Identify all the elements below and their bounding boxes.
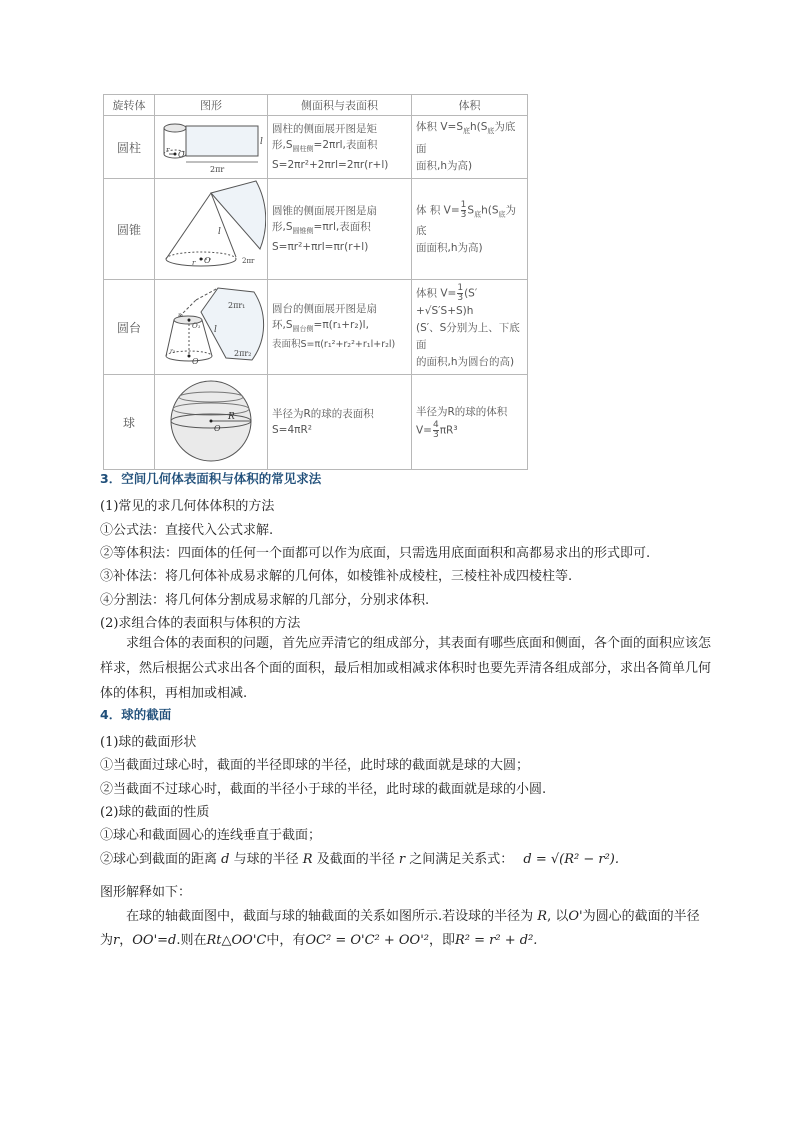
- table-row-sphere: [104, 375, 528, 470]
- frustum-figure: [155, 280, 268, 375]
- header-figure: 图形: [155, 95, 268, 116]
- fig-label-r2: r₂: [170, 348, 176, 355]
- frustum-volume: [412, 280, 528, 375]
- cone-area: [268, 179, 412, 280]
- area-line: 形$,S_{圆锥侧}=\pi rl$,表面积: [272, 220, 371, 236]
- solid-name: 圆柱: [104, 116, 155, 179]
- section4-explain: 图形解释如下：: [100, 885, 192, 900]
- fig-label-o: O: [214, 424, 221, 433]
- sphere-figure: [155, 375, 268, 470]
- cone-figure: [155, 179, 268, 280]
- section4-para-line1: 在球的轴截面图中，截面与球的轴截面的关系如图所示.若设球的半径为 R, 以O'为圆心的截面的半径: [126, 909, 700, 924]
- cylinder-area: [268, 116, 412, 179]
- fig-label-r: r: [192, 259, 196, 267]
- volume-line: 半径为R的球的体积: [416, 406, 508, 418]
- area-line: 表面积S=π(r₁²+r₂²+r₁l+r₂l): [272, 339, 396, 351]
- section4-item: ②当截面不过球心时，截面的半径小于球的半径，此时球的截面就是球的小圆.: [100, 782, 547, 797]
- area-line: S=2πr²+2πrl=2πr(r+l): [272, 159, 389, 172]
- fig-label-l: l: [218, 227, 221, 237]
- solid-name: 圆锥: [104, 179, 155, 280]
- volume-line: 体积 $V=S_底h(S_底$为底面: [416, 121, 516, 155]
- pythagoras-formula: OC² = O'C² + OO'²: [305, 933, 429, 948]
- section4-para-line2: 为r，OO'=d.则在Rt△OO'C中，有OC² = O'C² + OO'²，即R² = r² + d².: [100, 933, 538, 948]
- volume-line: (S′、S分别为上、下底面: [416, 321, 520, 351]
- fig-label-o1: O₁: [192, 322, 201, 330]
- fig-label-o: O: [192, 357, 199, 366]
- area-line: S=πr²+πrl=πr(r+l): [272, 241, 369, 254]
- frustum-diagram: [156, 280, 266, 370]
- table-header-row: [104, 95, 528, 116]
- sphere-diagram: [156, 375, 266, 465]
- section4-title: 4．球的截面: [100, 707, 172, 722]
- cone-volume: [412, 179, 528, 280]
- area-line: 圆锥的侧面展开图是扇: [272, 204, 377, 217]
- fig-label-r1: r₁: [178, 312, 184, 319]
- area-line: 圆台的侧面展开图是扇: [272, 302, 377, 315]
- fig-label-circ2: 2πr₂: [234, 349, 252, 358]
- volume-line: 面积,h为高): [416, 159, 473, 172]
- fig-label-o: O: [204, 256, 211, 265]
- sphere-volume: [412, 375, 528, 470]
- fig-label-circ: 2πr: [210, 165, 225, 174]
- section4-item-formula: ②球心到截面的距离 d 与球的半径 R 及截面的半径 r 之间满足关系式： d = √(R² − r²).: [100, 852, 620, 867]
- cylinder-figure: [155, 116, 268, 179]
- section3-paragraph: 求组合体的表面积的问题，首先应弄清它的组成部分，其表面有哪些底面和侧面，各个面的面积应该怎样求，然后根据公式求出各个面的面积，最后相加或相减求体积时也要先弄清各组成部分，求出各简单几何体的体积，再相加或相减.: [100, 636, 712, 701]
- solid-name: 圆台: [104, 280, 155, 375]
- volume-line: 体 积 V= $\frac{1}{3}$ $S_底h(S_底$为 底: [416, 199, 516, 238]
- section3-sub1: (1)常见的求几何体体积的方法: [100, 499, 275, 514]
- table-row-frustum: [104, 280, 528, 375]
- fig-label-circ1: 2πr₁: [228, 301, 246, 310]
- distance-formula: d = √(R² − r²).: [523, 852, 620, 867]
- section4-item: ①球心和截面圆心的连线垂直于截面；: [100, 828, 322, 843]
- area-line: 形$,S_{圆柱侧}=2\pi rl$,表面积: [272, 138, 378, 154]
- header-area: 侧面积与表面积: [268, 95, 412, 116]
- radius-formula: R² = r² + d².: [455, 933, 538, 948]
- area-line: S=4πR²: [272, 424, 312, 436]
- area-line: 环$,S_{圆台侧}=\pi(r_1+r_2)l$,: [272, 318, 369, 334]
- volume-line: 体积 V= $\frac{1}{3}$ (S′+√S′S+S)h: [416, 282, 478, 317]
- volume-line: V= $\frac{4}{3}$ πR³: [416, 420, 458, 440]
- fig-label-r: r: [166, 146, 170, 154]
- section4-item: ①当截面过球心时，截面的半径即球的半径，此时球的截面就是球的大圆；: [100, 758, 530, 773]
- area-line: 圆柱的侧面展开图是矩: [272, 122, 377, 135]
- section3-title: 3．空间几何体表面积与体积的常见求法: [100, 471, 322, 486]
- table-row-cone: [104, 179, 528, 280]
- section3-item: ④分割法：将几何体分割成易求解的几部分，分别求体积.: [100, 593, 430, 608]
- fig-label-circ: 2πr: [242, 257, 255, 265]
- section3-item: ③补体法：将几何体补成易求解的几何体，如棱锥补成棱柱，三棱柱补成四棱柱等.: [100, 569, 573, 584]
- fig-label-l: l: [260, 137, 263, 147]
- table-row-cylinder: [104, 116, 528, 179]
- section4-sub2: (2)球的截面的性质: [100, 805, 210, 820]
- cylinder-volume: [412, 116, 528, 179]
- volume-line: 面面积,h为高): [416, 242, 483, 255]
- formula-table: [103, 94, 528, 470]
- fig-label-r: R: [228, 412, 235, 422]
- fig-label-l: l: [214, 325, 217, 335]
- header-solid: 旋转体: [104, 95, 155, 116]
- header-volume: 体积: [412, 95, 528, 116]
- section3-item: ①公式法：直接代入公式求解.: [100, 523, 274, 538]
- solid-name: 球: [104, 375, 155, 470]
- section4-sub1: (1)球的截面形状: [100, 735, 197, 750]
- area-line: 半径为R的球的表面积: [272, 408, 374, 420]
- volume-line: 的面积,h为圆台的高): [416, 355, 515, 368]
- fig-label-o: O: [178, 150, 185, 159]
- cone-diagram: [156, 179, 266, 275]
- cylinder-diagram: [156, 116, 266, 174]
- section3-sub2: (2)求组合体的表面积与体积的方法: [100, 616, 301, 631]
- sphere-area: [268, 375, 412, 470]
- section3-item: ②等体积法：四面体的任何一个面都可以作为底面，只需选用底面面积和高都易求出的形式即可.: [100, 546, 651, 561]
- frustum-area: [268, 280, 412, 375]
